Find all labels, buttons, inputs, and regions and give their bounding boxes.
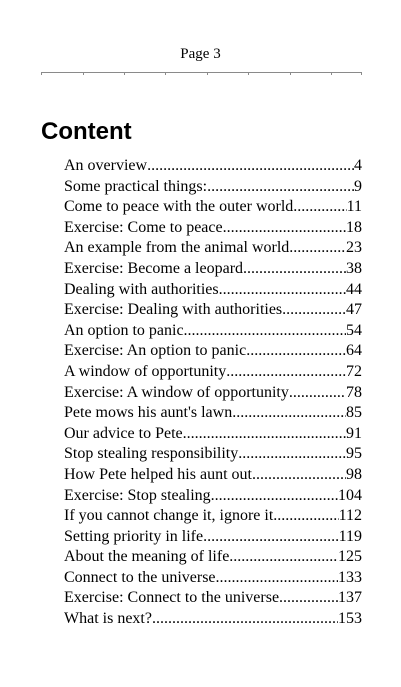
toc-entry[interactable]: [64, 300, 362, 321]
toc-entry-page-number: 91: [346, 424, 362, 442]
toc-entry-label: Dealing with authorities: [64, 280, 219, 298]
toc-dot-leader: [238, 444, 346, 465]
toc-entry[interactable]: [64, 506, 362, 527]
toc-entry-label: Connect to the universe: [64, 568, 216, 586]
toc-dot-leader: [282, 300, 346, 321]
toc-dot-leader: [147, 156, 354, 177]
toc-entry-label: Exercise: An option to panic: [64, 342, 247, 360]
toc-entry-page-number: 104: [338, 486, 362, 504]
toc-entry[interactable]: [64, 197, 362, 218]
toc-entry[interactable]: [64, 486, 362, 507]
toc-entry-page-number: 44: [346, 280, 362, 298]
toc-dot-leader: [223, 218, 346, 239]
toc-dot-leader: [243, 259, 346, 280]
toc-entry-label: Some practical things:: [64, 177, 208, 195]
toc-entry-page-number: 125: [338, 548, 362, 566]
toc-entry-page-number: 85: [346, 404, 362, 422]
toc-entry-page-number: 72: [346, 362, 362, 380]
toc-entry[interactable]: [64, 609, 362, 630]
toc-entry[interactable]: [64, 403, 362, 424]
toc-entry[interactable]: [64, 568, 362, 589]
toc-entry-label: An option to panic: [64, 321, 184, 339]
toc-entry[interactable]: [64, 238, 362, 259]
toc-dot-leader: [226, 362, 346, 383]
header-rule-ticks: [41, 72, 362, 75]
toc-entry-label: Pete mows his aunt's lawn: [64, 404, 233, 422]
toc-entry-page-number: 11: [346, 198, 362, 216]
toc-entry-page-number: 98: [346, 465, 362, 483]
toc-list: [64, 156, 362, 630]
toc-dot-leader: [211, 486, 338, 507]
toc-dot-leader: [152, 609, 338, 630]
toc-dot-leader: [184, 321, 346, 342]
toc-entry-page-number: 133: [338, 568, 362, 586]
toc-dot-leader: [207, 177, 354, 198]
toc-entry-page-number: 18: [346, 218, 362, 236]
toc-entry-label: Exercise: Stop stealing: [64, 486, 211, 504]
toc-entry-label: Our advice to Pete: [64, 424, 183, 442]
toc-entry[interactable]: [64, 444, 362, 465]
toc-dot-leader: [279, 588, 338, 609]
toc-dot-leader: [246, 341, 346, 362]
toc-entry-label: About the meaning of life: [64, 548, 230, 566]
toc-title: Content: [41, 118, 132, 145]
toc-entry-page-number: 9: [354, 177, 362, 195]
toc-entry[interactable]: [64, 341, 362, 362]
toc-entry-label: Setting priority in life: [64, 527, 204, 545]
toc-entry[interactable]: [64, 321, 362, 342]
toc-dot-leader: [252, 465, 346, 486]
toc-entry[interactable]: [64, 527, 362, 548]
toc-entry-label: Come to peace with the outer world: [64, 198, 294, 216]
toc-dot-leader: [289, 238, 346, 259]
toc-entry-page-number: 47: [346, 301, 362, 319]
toc-entry-page-number: 64: [346, 342, 362, 360]
toc-entry-page-number: 153: [338, 610, 362, 628]
toc-entry[interactable]: [64, 547, 362, 568]
toc-entry-page-number: 119: [338, 527, 362, 545]
toc-dot-leader: [216, 568, 338, 589]
toc-dot-leader: [219, 280, 346, 301]
toc-entry[interactable]: [64, 280, 362, 301]
toc-entry-label: Exercise: Connect to the universe: [64, 589, 280, 607]
toc-entry-page-number: 38: [346, 259, 362, 277]
toc-entry-label: Stop stealing responsibility: [64, 445, 239, 463]
toc-dot-leader: [293, 197, 346, 218]
toc-entry[interactable]: [64, 156, 362, 177]
toc-dot-leader: [232, 403, 346, 424]
toc-entry-label: Exercise: Become a leopard: [64, 259, 244, 277]
toc-entry-label: If you cannot change it, ignore it: [64, 507, 274, 525]
toc-entry[interactable]: [64, 177, 362, 198]
toc-entry-label: Exercise: A window of opportunity: [64, 383, 289, 401]
toc-entry-label: A window of opportunity: [64, 362, 227, 380]
page-number-header: Page 3: [180, 46, 221, 62]
toc-dot-leader: [229, 547, 338, 568]
toc-entry-label: Exercise: Dealing with authorities: [64, 301, 283, 319]
toc-entry[interactable]: [64, 588, 362, 609]
toc-entry[interactable]: [64, 218, 362, 239]
toc-dot-leader: [183, 424, 346, 445]
toc-entry-label: An overview: [64, 157, 148, 174]
toc-entry-label: An example from the animal world: [64, 239, 290, 257]
toc-entry-page-number: 95: [346, 445, 362, 463]
toc-entry-page-number: 4: [354, 157, 362, 174]
toc-entry[interactable]: [64, 465, 362, 486]
toc-entry-page-number: 78: [346, 383, 362, 401]
toc-entry-page-number: 54: [346, 321, 362, 339]
toc-entry-page-number: 23: [346, 239, 362, 257]
toc-entry[interactable]: [64, 362, 362, 383]
toc-entry[interactable]: [64, 424, 362, 445]
toc-entry[interactable]: [64, 259, 362, 280]
toc-dot-leader: [289, 383, 346, 404]
toc-entry-label: How Pete helped his aunt out: [64, 465, 252, 483]
toc-entry-label: Exercise: Come to peace: [64, 218, 223, 236]
toc-entry[interactable]: [64, 383, 362, 404]
toc-dot-leader: [273, 506, 338, 527]
toc-dot-leader: [203, 527, 339, 548]
toc-entry-page-number: 112: [338, 507, 362, 525]
toc-entry-page-number: 137: [338, 589, 362, 607]
toc-entry-label: What is next?: [64, 610, 152, 628]
